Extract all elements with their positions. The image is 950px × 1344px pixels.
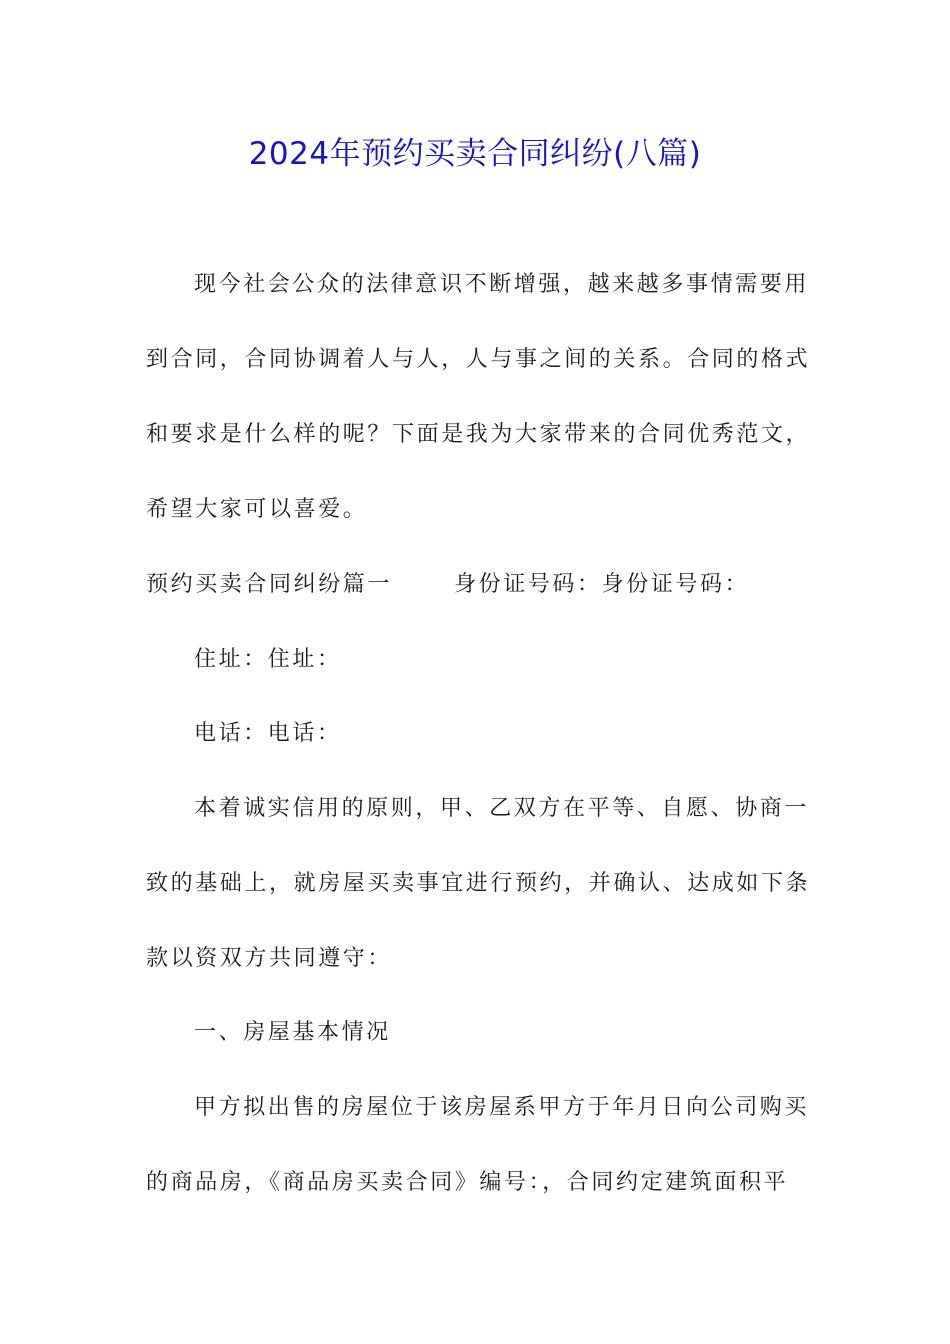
intro-line-3: 和要求是什么样的呢？下面是我为大家带来的合同优秀范文， bbox=[146, 422, 811, 447]
clause-body-line-1: 甲方拟出售的房屋位于该房屋系甲方于年月日向公司购买 bbox=[194, 1095, 810, 1120]
phone-line: 电话：电话： bbox=[194, 721, 342, 746]
address-line: 住址：住址： bbox=[194, 647, 342, 672]
section-heading-row bbox=[146, 570, 806, 600]
id-number-line: 身份证号码：身份证号码： bbox=[454, 572, 750, 597]
clause-body-line-2: 的商品房，《商品房买卖合同》编号：，合同约定建筑面积平 bbox=[146, 1170, 789, 1195]
clause-heading: 一、房屋基本情况 bbox=[194, 1020, 391, 1045]
section-heading: 预约买卖合同纠纷篇一 bbox=[146, 572, 393, 597]
principle-line-1: 本着诚实信用的原则，甲、乙双方在平等、自愿、协商一 bbox=[194, 796, 810, 821]
intro-line-4: 希望大家可以喜爱。 bbox=[146, 497, 368, 522]
intro-line-2: 到合同，合同协调着人与人，人与事之间的关系。合同的格式 bbox=[146, 347, 811, 372]
principle-line-3: 款以资双方共同遵守： bbox=[146, 946, 393, 971]
intro-line-1: 现今社会公众的法律意识不断增强，越来越多事情需要用 bbox=[194, 272, 810, 297]
document-title: 2024年预约买卖合同纠纷(八篇) bbox=[248, 136, 702, 172]
principle-line-2: 致的基础上，就房屋买卖事宜进行预约，并确认、达成如下条 bbox=[146, 871, 811, 896]
